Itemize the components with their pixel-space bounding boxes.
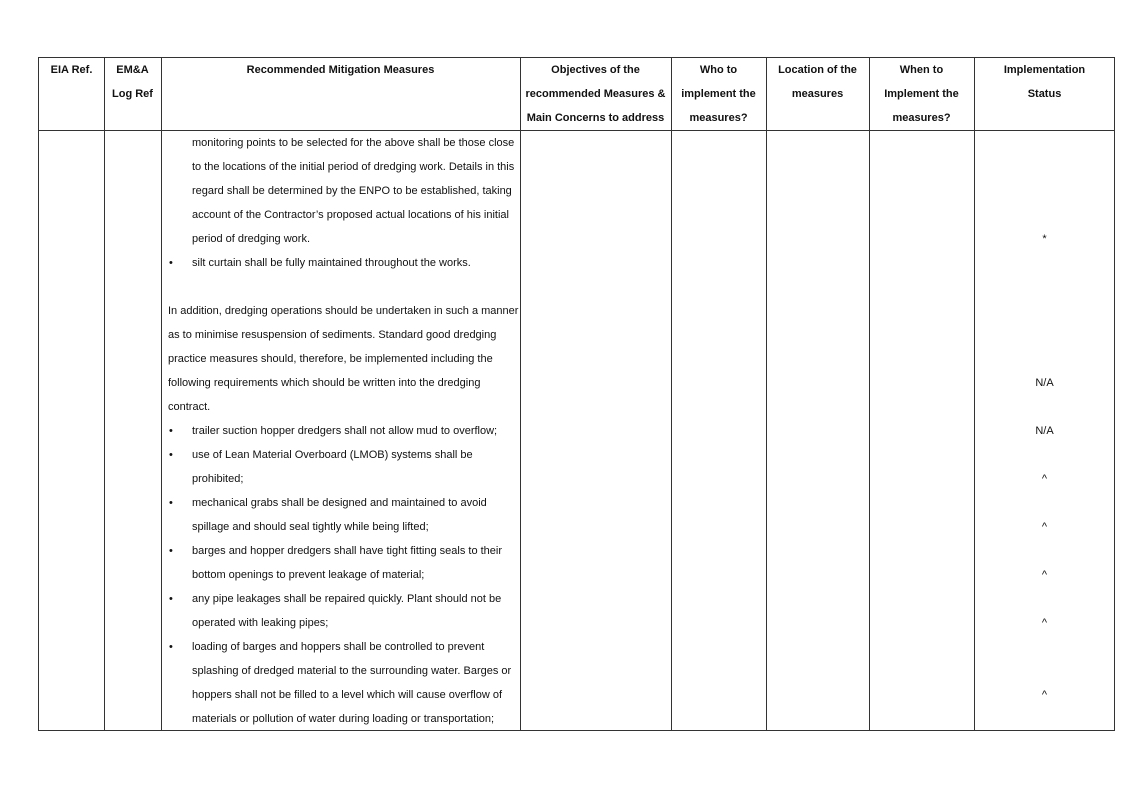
measure-text-line: bottom openings to prevent leakage of material; bbox=[192, 569, 425, 581]
implementation-status-value: ^ bbox=[1041, 569, 1048, 581]
measure-text-line: contract. bbox=[168, 401, 211, 413]
header-line: measures? bbox=[892, 112, 951, 124]
implementation-status-value: ^ bbox=[1041, 521, 1048, 533]
implementation-status-value: N/A bbox=[1035, 377, 1054, 389]
measure-text-line: period of dredging work. bbox=[192, 233, 311, 245]
header-line: Status bbox=[1027, 88, 1062, 100]
header-line: EM&A bbox=[116, 64, 149, 76]
header-line: Who to bbox=[699, 64, 738, 76]
measure-text-line: hoppers shall not be filled to a level which will cause overflow of bbox=[192, 689, 502, 701]
implementation-status-value: ^ bbox=[1041, 689, 1048, 701]
bullet-item-text: any pipe leakages shall be repaired quickly. Plant should not be bbox=[192, 593, 502, 605]
header-line: Recommended Mitigation Measures bbox=[246, 64, 435, 76]
implementation-status-value: N/A bbox=[1035, 425, 1054, 437]
column-divider bbox=[671, 58, 672, 730]
implementation-status-value: * bbox=[1042, 233, 1047, 245]
header-mitigation-measures bbox=[161, 58, 520, 130]
implementation-status-value: ^ bbox=[1041, 473, 1048, 485]
header-line: Location of the bbox=[778, 64, 857, 76]
column-divider bbox=[766, 58, 767, 730]
measure-text-line: practice measures should, therefore, be implemented including the bbox=[168, 353, 493, 365]
measure-text-line: operated with leaking pipes; bbox=[192, 617, 329, 629]
measure-text-line: materials or pollution of water during loading or transportation; bbox=[192, 713, 495, 725]
column-divider bbox=[161, 58, 162, 730]
header-objectives bbox=[520, 58, 671, 130]
measure-text-line: splashing of dredged material to the surrounding water. Barges or bbox=[192, 665, 512, 677]
header-line: implement the bbox=[681, 88, 756, 100]
bullet-item-text: barges and hopper dredgers shall have tight fitting seals to their bbox=[192, 545, 503, 557]
bullet-icon: • bbox=[169, 545, 173, 557]
measure-text-line: to the locations of the initial period of dredging work. Details in this bbox=[192, 161, 515, 173]
bullet-item-text: loading of barges and hoppers shall be controlled to prevent bbox=[192, 641, 485, 653]
measure-text-line: monitoring points to be selected for the above shall be those close bbox=[192, 137, 515, 149]
header-eia-ref bbox=[39, 58, 104, 130]
mitigation-measures-table bbox=[38, 57, 1115, 731]
column-divider bbox=[520, 58, 521, 730]
bullet-icon: • bbox=[169, 449, 173, 461]
measure-text-line: as to minimise resuspension of sediments. Standard good dredging bbox=[168, 329, 497, 341]
measure-text-line: following requirements which should be written into the dredging bbox=[168, 377, 481, 389]
header-when-to-implement bbox=[869, 58, 974, 130]
header-ema-log-ref bbox=[104, 58, 161, 130]
bullet-item-text: trailer suction hopper dredgers shall not allow mud to overflow; bbox=[192, 425, 498, 437]
measure-text-line: In addition, dredging operations should be undertaken in such a manner bbox=[168, 305, 519, 317]
bullet-item-text: use of Lean Material Overboard (LMOB) systems shall be bbox=[192, 449, 473, 461]
bullet-icon: • bbox=[169, 593, 173, 605]
bullet-icon: • bbox=[169, 257, 173, 269]
column-divider bbox=[869, 58, 870, 730]
header-line: EIA Ref. bbox=[50, 64, 93, 76]
bullet-item-text: mechanical grabs shall be designed and maintained to avoid bbox=[192, 497, 487, 509]
header-implementation-status bbox=[974, 58, 1115, 130]
measure-text-line: spillage and should seal tightly while being lifted; bbox=[192, 521, 429, 533]
header-line: Implementation bbox=[1003, 64, 1086, 76]
implementation-status-value: ^ bbox=[1041, 617, 1048, 629]
bullet-icon: • bbox=[169, 641, 173, 653]
measure-text-line: account of the Contractor’s proposed actual locations of his initial bbox=[192, 209, 509, 221]
header-line: Objectives of the bbox=[551, 64, 640, 76]
column-divider bbox=[104, 58, 105, 730]
header-line: recommended Measures & bbox=[525, 88, 666, 100]
header-line: measures bbox=[791, 88, 844, 100]
header-line: Log Ref bbox=[112, 88, 153, 100]
measure-text-line: regard shall be determined by the ENPO to be established, taking bbox=[192, 185, 512, 197]
bullet-item-text: silt curtain shall be fully maintained throughout the works. bbox=[192, 257, 471, 269]
bullet-icon: • bbox=[169, 497, 173, 509]
header-line: measures? bbox=[689, 112, 748, 124]
bullet-icon: • bbox=[169, 425, 173, 437]
header-who-to-implement bbox=[671, 58, 766, 130]
header-line: Implement the bbox=[884, 88, 959, 100]
header-location bbox=[766, 58, 869, 130]
header-line: When to bbox=[899, 64, 944, 76]
measure-text-line: prohibited; bbox=[192, 473, 244, 485]
header-divider bbox=[39, 130, 1114, 131]
header-line: Main Concerns to address bbox=[526, 112, 665, 124]
